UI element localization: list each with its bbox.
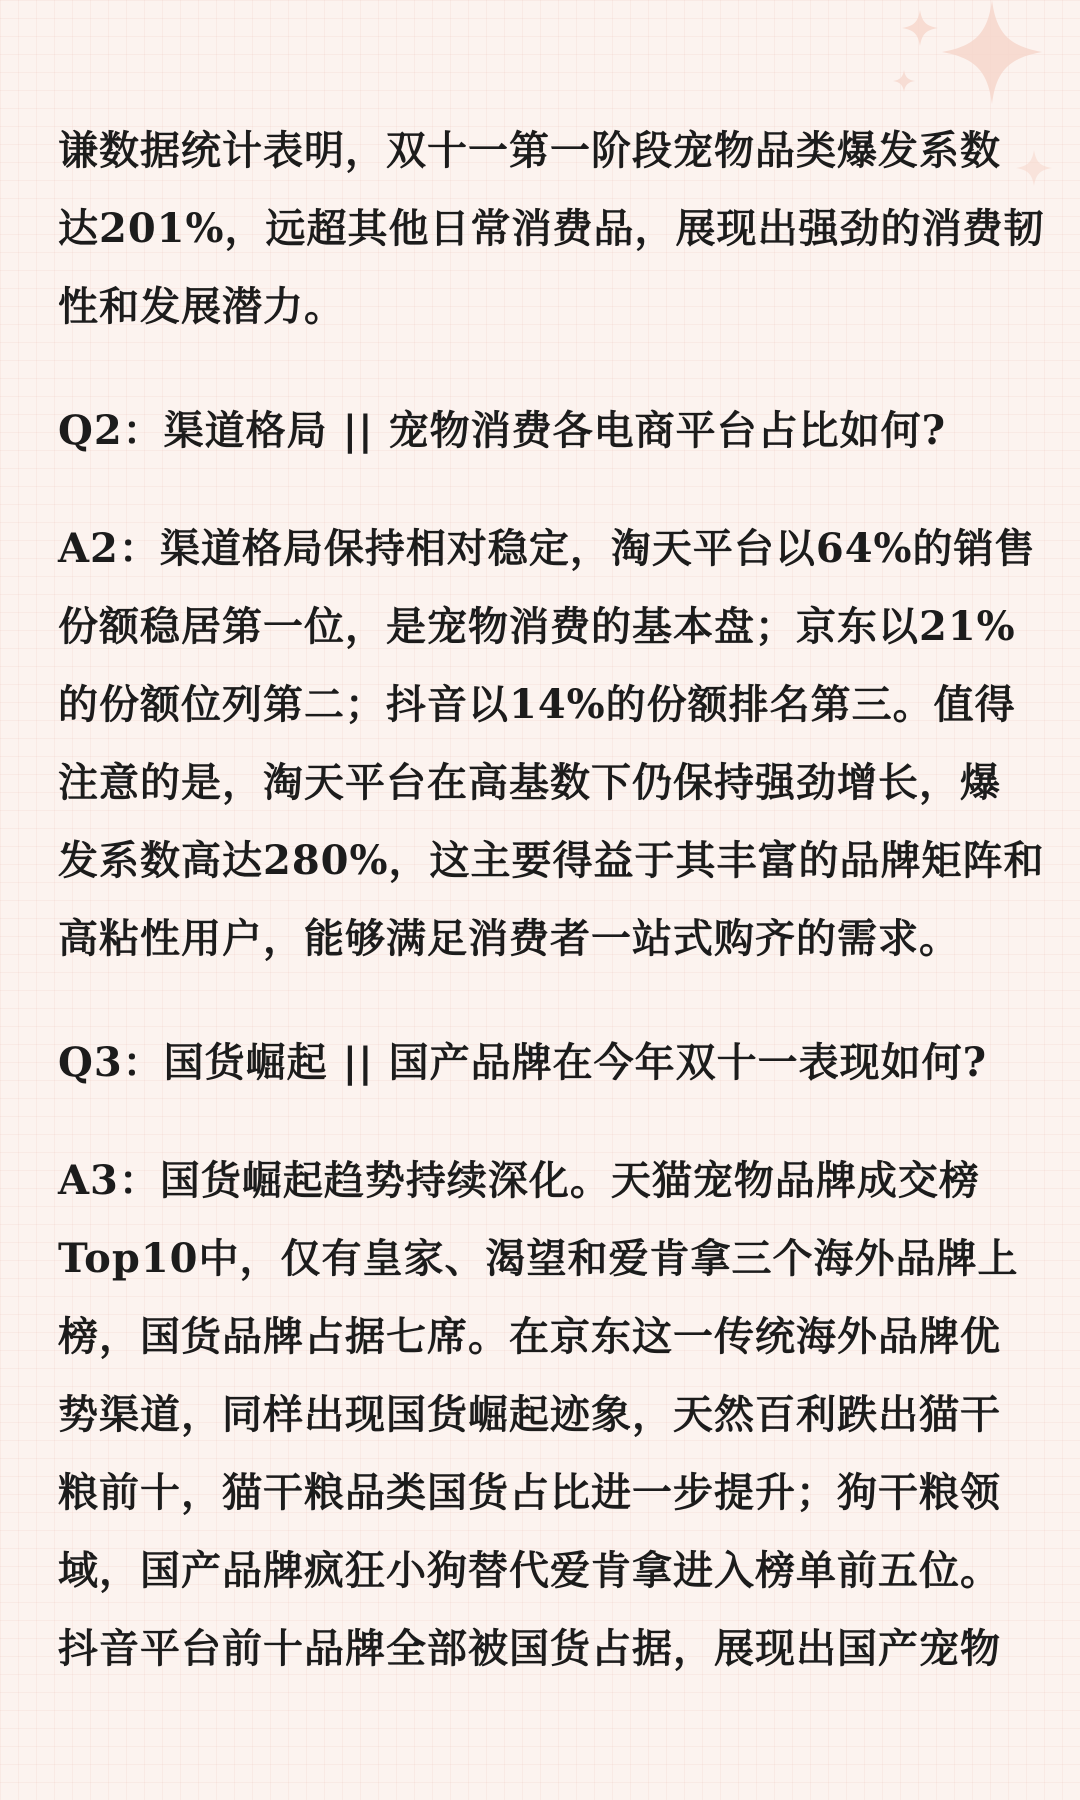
text-line: A2：渠道格局保持相对稳定，淘天平台以64%的销售: [58, 525, 1036, 572]
text-line: 域，国产品牌疯狂小狗替代爱肯拿进入榜单前五位。: [58, 1547, 1001, 1594]
large-sparkle-icon: [942, 0, 1042, 104]
text-line: 高粘性用户，能够满足消费者一站式购齐的需求。: [58, 915, 960, 962]
text-line: 达201%，远超其他日常消费品，展现出强劲的消费韧: [58, 205, 1045, 252]
text-line: 粮前十，猫干粮品类国货占比进一步提升；狗干粮领: [58, 1469, 1001, 1516]
question-q3: [58, 1024, 1028, 1102]
answer-a3: [58, 1142, 1028, 1688]
tiny-sparkle-icon: [893, 70, 915, 92]
text-line: 性和发展潜力。: [58, 283, 345, 330]
text-line: 榜，国货品牌占据七席。在京东这一传统海外品牌优: [58, 1313, 1001, 1360]
text-line: Top10中，仅有皇家、渴望和爱肯拿三个海外品牌上: [58, 1235, 1019, 1282]
text-line: 谦数据统计表明，双十一第一阶段宠物品类爆发系数: [58, 127, 1001, 174]
text-line: 注意的是，淘天平台在高基数下仍保持强劲增长，爆: [58, 759, 1001, 806]
paragraph-intro: [58, 112, 1045, 346]
question-q2: [58, 392, 1028, 470]
text-line: 发系数高达280%，这主要得益于其丰富的品牌矩阵和: [58, 837, 1045, 884]
answer-a2: [58, 510, 1045, 978]
article-body: [58, 112, 1045, 1734]
text-line: Q3：国货崛起 || 国产品牌在今年双十一表现如何?: [58, 1039, 988, 1086]
text-line: A3：国货崛起趋势持续深化。天猫宠物品牌成交榜: [58, 1157, 980, 1204]
text-line: 的份额位列第二；抖音以14%的份额排名第三。值得: [58, 681, 1016, 728]
text-line: Q2：渠道格局 || 宠物消费各电商平台占比如何?: [58, 407, 947, 454]
text-line: 份额稳居第一位，是宠物消费的基本盘；京东以21%: [58, 603, 1016, 650]
small-sparkle-icon: [902, 10, 938, 46]
text-line: 抖音平台前十品牌全部被国货占据，展现出国产宠物: [58, 1625, 1001, 1672]
text-line: 势渠道，同样出现国货崛起迹象，天然百利跌出猫干: [58, 1391, 1001, 1438]
